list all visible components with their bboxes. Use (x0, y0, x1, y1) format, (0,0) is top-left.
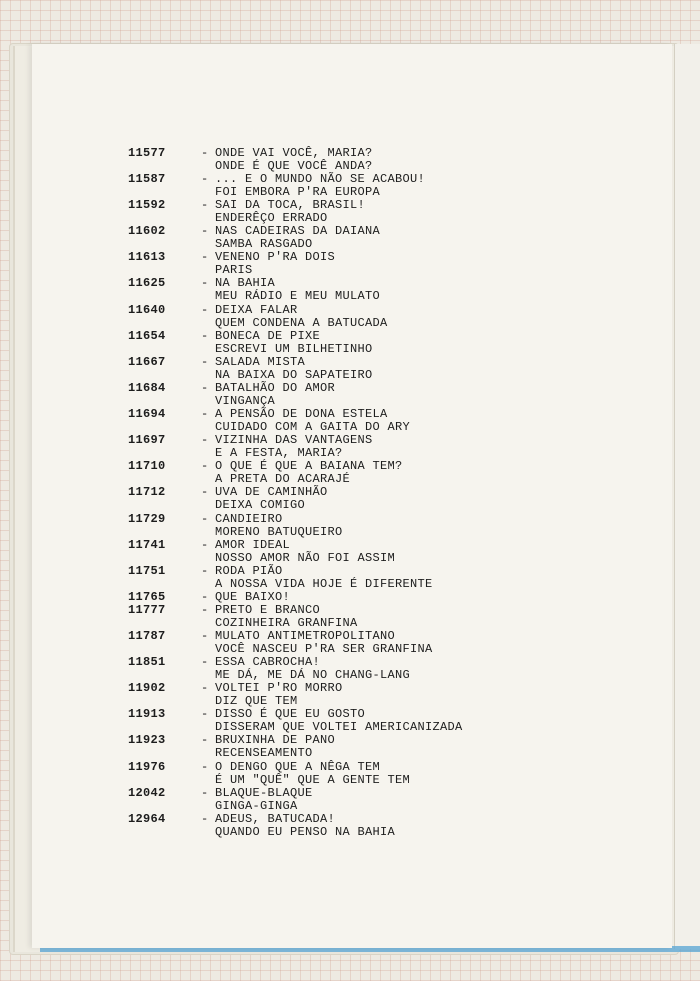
entry-dash: - (201, 760, 209, 774)
list-item (128, 655, 648, 681)
entry-dash: - (201, 655, 209, 669)
entry-dash: - (201, 707, 209, 721)
entry-number: 11577 (128, 146, 166, 160)
entry-dash: - (201, 812, 209, 826)
entry-title-b: A PRETA DO ACARAJÉ (215, 472, 351, 486)
entry-title-b: GINGA-GINGA (215, 799, 298, 813)
entry-title-a: O DENGO QUE A NÊGA TEM (215, 760, 381, 774)
entry-number: 11697 (128, 433, 166, 447)
list-item (128, 224, 648, 250)
entry-title-b: ME DÁ, ME DÁ NO CHANG-LANG (215, 668, 411, 682)
list-item (128, 512, 648, 538)
entry-number: 11923 (128, 733, 166, 747)
entry-title-b: MEU RÁDIO E MEU MULATO (215, 289, 381, 303)
entry-number: 11751 (128, 564, 166, 578)
list-item (128, 681, 648, 707)
entry-title-b: ENDERÊÇO ERRADO (215, 211, 328, 225)
entry-title-b: COZINHEIRA GRANFINA (215, 616, 358, 630)
entry-number: 11787 (128, 629, 166, 643)
entry-number: 11765 (128, 590, 166, 604)
entry-title-b: DIZ QUE TEM (215, 694, 298, 708)
entry-title-a: ONDE VAI VOCÊ, MARIA? (215, 146, 373, 160)
entry-title-b: E A FESTA, MARIA? (215, 446, 343, 460)
next-page-edge (674, 44, 700, 949)
entry-title-b: DISSERAM QUE VOLTEI AMERICANIZADA (215, 720, 463, 734)
entry-number: 11654 (128, 329, 166, 343)
entry-title-b: RECENSEAMENTO (215, 746, 313, 760)
entry-title-a: BLAQUE-BLAQUE (215, 786, 313, 800)
entry-title-a: UVA DE CAMINHÃO (215, 485, 328, 499)
entry-dash: - (201, 276, 209, 290)
entry-dash: - (201, 603, 209, 617)
entry-title-a: PRETO E BRANCO (215, 603, 321, 617)
entry-title-a: RODA PIÃO (215, 564, 283, 578)
entry-dash: - (201, 146, 209, 160)
list-item (128, 812, 648, 838)
list-item (128, 564, 648, 590)
list-item (128, 485, 648, 511)
entry-title-b: CUIDADO COM A GAITA DO ARY (215, 420, 411, 434)
entry-title-b: ONDE É QUE VOCÊ ANDA? (215, 159, 373, 173)
entry-title-b: NA BAIXA DO SAPATEIRO (215, 368, 373, 382)
entry-title-b: SAMBA RASGADO (215, 237, 313, 251)
entry-dash: - (201, 629, 209, 643)
list-item (128, 603, 648, 629)
entry-number: 11777 (128, 603, 166, 617)
entry-dash: - (201, 433, 209, 447)
entry-title-a: CANDIEIRO (215, 512, 283, 526)
entry-title-b: É UM "QUÊ" QUE A GENTE TEM (215, 773, 411, 787)
list-item (128, 329, 648, 355)
list-item (128, 760, 648, 786)
entry-dash: - (201, 303, 209, 317)
entry-title-a: NAS CADEIRAS DA DAIANA (215, 224, 381, 238)
entry-dash: - (201, 459, 209, 473)
entry-number: 11640 (128, 303, 166, 317)
entry-dash: - (201, 590, 209, 604)
entry-dash: - (201, 786, 209, 800)
entry-title-b: FOI EMBORA P'RA EUROPA (215, 185, 381, 199)
entry-number: 11710 (128, 459, 166, 473)
entry-title-a: VENENO P'RA DOIS (215, 250, 336, 264)
entry-title-b: QUANDO EU PENSO NA BAHIA (215, 825, 396, 839)
entry-number: 11625 (128, 276, 166, 290)
entry-title-a: QUE BAIXO! (215, 590, 291, 604)
list-item (128, 733, 648, 759)
list-item (128, 276, 648, 302)
list-item (128, 433, 648, 459)
entry-number: 12042 (128, 786, 166, 800)
entry-dash: - (201, 564, 209, 578)
entry-dash: - (201, 485, 209, 499)
list-item (128, 707, 648, 733)
entry-title-a: SALADA MISTA (215, 355, 306, 369)
document-page (32, 44, 672, 948)
entry-dash: - (201, 355, 209, 369)
entry-number: 11902 (128, 681, 166, 695)
entry-number: 11851 (128, 655, 166, 669)
entry-dash: - (201, 224, 209, 238)
entry-title-a: ... E O MUNDO NÃO SE ACABOU! (215, 172, 426, 186)
entry-title-b: VINGANÇA (215, 394, 276, 408)
entry-dash: - (201, 172, 209, 186)
entry-title-a: BATALHÃO DO AMOR (215, 381, 336, 395)
entry-number: 11602 (128, 224, 166, 238)
list-item (128, 407, 648, 433)
entry-title-a: VOLTEI P'RO MORRO (215, 681, 343, 695)
entry-title-b: QUEM CONDENA A BATUCADA (215, 316, 388, 330)
entry-title-a: DISSO É QUE EU GOSTO (215, 707, 366, 721)
list-item (128, 538, 648, 564)
entry-number: 11587 (128, 172, 166, 186)
entry-dash: - (201, 733, 209, 747)
entry-title-a: A PENSÃO DE DONA ESTELA (215, 407, 388, 421)
entry-title-b: MORENO BATUQUEIRO (215, 525, 343, 539)
entry-number: 11613 (128, 250, 166, 264)
list-item (128, 381, 648, 407)
entry-title-b: A NOSSA VIDA HOJE É DIFERENTE (215, 577, 433, 591)
list-item (128, 250, 648, 276)
entry-dash: - (201, 538, 209, 552)
entry-number: 11667 (128, 355, 166, 369)
entry-title-a: BONECA DE PIXE (215, 329, 321, 343)
entry-dash: - (201, 381, 209, 395)
entry-title-a: NA BAHIA (215, 276, 276, 290)
entry-dash: - (201, 407, 209, 421)
entry-number: 11729 (128, 512, 166, 526)
entry-number: 11913 (128, 707, 166, 721)
list-item (128, 459, 648, 485)
entry-title-a: ADEUS, BATUCADA! (215, 812, 336, 826)
list-item (128, 198, 648, 224)
list-item (128, 629, 648, 655)
entry-title-a: O QUE É QUE A BAIANA TEM? (215, 459, 403, 473)
entry-dash: - (201, 512, 209, 526)
entry-title-b: DEIXA COMIGO (215, 498, 306, 512)
entry-title-a: MULATO ANTIMETROPOLITANO (215, 629, 396, 643)
entry-title-a: SAI DA TOCA, BRASIL! (215, 198, 366, 212)
entry-number: 11694 (128, 407, 166, 421)
entry-title-a: BRUXINHA DE PANO (215, 733, 336, 747)
entry-title-b: VOCÊ NASCEU P'RA SER GRANFINA (215, 642, 433, 656)
entry-title-a: DEIXA FALAR (215, 303, 298, 317)
entry-number: 11712 (128, 485, 166, 499)
list-item (128, 303, 648, 329)
entry-dash: - (201, 198, 209, 212)
entry-title-a: VIZINHA DAS VANTAGENS (215, 433, 373, 447)
list-item (128, 146, 648, 172)
entry-title-a: ESSA CABROCHA! (215, 655, 321, 669)
entry-title-b: ESCREVI UM BILHETINHO (215, 342, 373, 356)
entry-number: 11592 (128, 198, 166, 212)
entry-dash: - (201, 329, 209, 343)
list-item (128, 355, 648, 381)
entry-number: 11976 (128, 760, 166, 774)
entry-dash: - (201, 681, 209, 695)
entry-title-b: NOSSO AMOR NÃO FOI ASSIM (215, 551, 396, 565)
entry-title-b: PARIS (215, 263, 253, 277)
list-item (128, 786, 648, 812)
entry-number: 12964 (128, 812, 166, 826)
entry-dash: - (201, 250, 209, 264)
entry-number: 11741 (128, 538, 166, 552)
entry-title-a: AMOR IDEAL (215, 538, 291, 552)
entry-number: 11684 (128, 381, 166, 395)
list-item (128, 172, 648, 198)
